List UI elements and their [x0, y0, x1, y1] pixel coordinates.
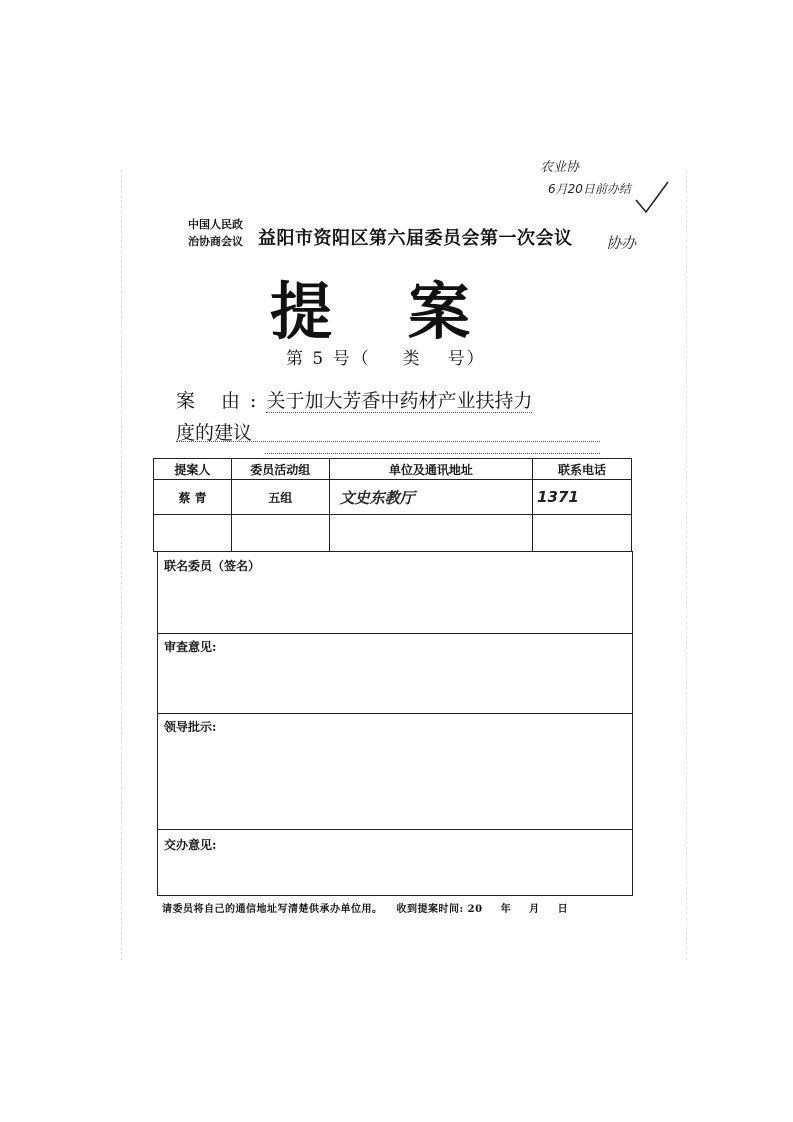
header-phone: 联系电话 — [533, 459, 632, 480]
footer-day: 日 — [557, 904, 569, 915]
footer-month: 月 — [529, 904, 540, 915]
co-signers-label: 联名委员（签名） — [164, 559, 261, 573]
category-suffix: 号） — [447, 349, 486, 369]
subject-text-1: 关于加大芳香中药材产业扶持力 — [266, 390, 533, 412]
org-name — [188, 216, 243, 250]
proposer-table — [153, 458, 632, 552]
footer-year: 年 — [500, 904, 512, 915]
footer-note — [162, 900, 568, 915]
handwritten-note-3: 协办 — [606, 234, 637, 252]
table-header-row — [154, 459, 632, 480]
subject-line-1 — [176, 386, 532, 413]
title-char-1: 提 — [270, 275, 333, 348]
review-label: 审查意见: — [164, 640, 217, 654]
document-title — [270, 262, 470, 351]
proposer-phone: 1371 — [533, 480, 632, 515]
proposal-number-line — [286, 344, 486, 369]
scan-edge-left — [121, 170, 123, 960]
proposer-group: 五组 — [231, 480, 329, 515]
assign-label: 交办意见: — [164, 838, 217, 852]
title-char-2: 案 — [408, 275, 471, 348]
meeting-title: 益阳市资阳区第六届委员会第一次会议 — [258, 228, 573, 249]
leader-section — [157, 713, 633, 830]
table-row-empty — [154, 515, 632, 552]
checkmark-icon — [632, 178, 672, 218]
review-section — [157, 633, 633, 714]
header-address: 单位及通讯地址 — [329, 459, 533, 480]
org-line-1: 中国人民政 — [188, 218, 243, 231]
proposal-number: 5 — [312, 349, 326, 369]
proposer-address: 文史东教厅 — [329, 480, 533, 515]
co-signers-section — [157, 551, 633, 634]
subject-label: 案 由: — [176, 390, 267, 412]
subject-underline-3 — [265, 453, 600, 454]
leader-label: 领导批示: — [164, 720, 217, 734]
category-label: 类 — [402, 349, 422, 369]
scan-edge-right — [686, 170, 688, 960]
proposer-name: 蔡 青 — [154, 480, 232, 515]
handwritten-note-1: 农业协 — [540, 160, 580, 175]
footer-received: 收到提案时间: 20 — [396, 904, 483, 915]
number-prefix: 第 — [286, 349, 305, 369]
number-suffix: 号（ — [332, 349, 371, 369]
assign-section — [157, 829, 633, 896]
header-group: 委员活动组 — [231, 459, 329, 480]
subject-underline-2 — [176, 441, 600, 442]
handwritten-note-2: 6月20日前办结 — [548, 182, 631, 196]
footer-instruction: 请委员将自己的通信地址写清楚供承办单位用。 — [162, 904, 383, 915]
table-row — [154, 480, 632, 515]
subject-text-2: 度的建议 — [176, 422, 253, 444]
org-line-2: 治协商会议 — [188, 235, 243, 248]
header-proposer: 提案人 — [154, 459, 232, 480]
